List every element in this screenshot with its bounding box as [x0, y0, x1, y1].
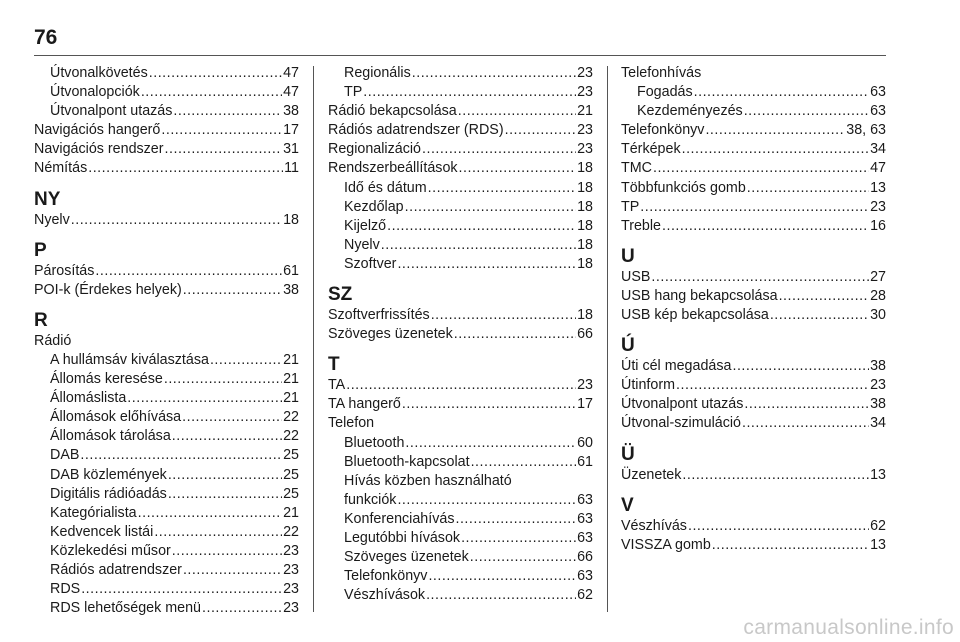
index-entry	[621, 64, 886, 83]
index-term: Digitális rádióadás	[50, 485, 167, 502]
index-subentry	[34, 485, 299, 504]
index-term: Állomások előhívása	[50, 409, 182, 426]
page-reference: 47	[283, 65, 299, 81]
dot-leader	[431, 306, 576, 325]
dot-leader	[172, 542, 282, 561]
index-entry	[328, 414, 593, 433]
index-entry	[621, 198, 886, 217]
page-reference: 17	[577, 396, 593, 413]
index-entry	[621, 268, 886, 287]
page-reference: 18	[577, 236, 593, 253]
index-term: Állomások tárolása	[50, 428, 171, 445]
dot-leader	[346, 376, 576, 395]
index-entry	[621, 140, 886, 159]
page-reference: 25	[283, 466, 299, 483]
index-term: Navigációs rendszer	[34, 141, 164, 158]
index-term: VISSZA gomb	[621, 536, 711, 553]
index-term: Nyelv	[34, 211, 70, 228]
index-term: Üzenetek	[621, 466, 682, 483]
column-2	[328, 64, 593, 605]
index-entry	[621, 217, 886, 236]
dot-leader	[428, 179, 576, 198]
page-reference: 60	[577, 434, 593, 451]
index-subentry	[328, 548, 593, 567]
index-letter-heading: SZ	[328, 284, 353, 306]
index-term: Konferenciahívás	[344, 510, 455, 527]
dot-leader	[127, 389, 282, 408]
index-term: DAB	[50, 447, 80, 464]
index-term: Útvonalpont utazás	[621, 396, 744, 413]
dot-leader	[742, 414, 869, 433]
index-entry	[328, 376, 593, 395]
index-term: TA	[328, 377, 346, 394]
index-term: Vészhívások	[344, 587, 426, 604]
dot-leader	[744, 102, 869, 121]
index-entry	[621, 159, 886, 178]
page-reference: 21	[283, 390, 299, 407]
page-reference: 38	[283, 103, 299, 120]
index-entry	[34, 121, 299, 140]
page-reference: 27	[870, 268, 886, 285]
dot-leader	[682, 140, 869, 159]
index-letter-heading: Ú	[621, 335, 635, 357]
index-term: Telefon	[328, 415, 375, 432]
index-term: DAB közlemények	[50, 466, 167, 483]
index-entry	[621, 466, 886, 485]
page-reference: 17	[283, 122, 299, 139]
page-reference: 18	[577, 217, 593, 234]
index-subentry	[34, 542, 299, 561]
index-subentry	[328, 529, 593, 548]
index-term: Szoftverfrissítés	[328, 307, 430, 324]
index-subentry	[328, 83, 593, 102]
index-subentry	[34, 466, 299, 485]
index-term: Útvonal-szimuláció	[621, 415, 741, 432]
index-subentry	[34, 64, 299, 83]
index-subentry	[34, 561, 299, 580]
index-entry	[34, 159, 299, 178]
index-term: Bluetooth	[344, 434, 405, 451]
dot-leader	[640, 198, 869, 217]
page-reference: 61	[283, 262, 299, 279]
dot-leader	[461, 529, 576, 548]
index-letter-heading: T	[328, 354, 340, 376]
index-term: Rádiós adatrendszer (RDS)	[328, 122, 504, 139]
index-subentry	[328, 179, 593, 198]
index-term: Vészhívás	[621, 517, 687, 534]
index-term: Legutóbbi hívások	[344, 529, 461, 546]
index-term: POI-k (Érdekes helyek)	[34, 281, 182, 298]
index-term: Idő és dátum	[344, 179, 427, 196]
index-subentry	[34, 351, 299, 370]
index-subentry	[328, 255, 593, 274]
index-term: Bluetooth-kapcsolat	[344, 453, 470, 470]
dot-leader	[173, 102, 282, 121]
index-term: Kategórialista	[50, 504, 137, 521]
index-term: TMC	[621, 160, 652, 177]
dot-leader	[387, 217, 576, 236]
dot-leader	[653, 159, 869, 178]
index-term: TP	[621, 198, 640, 215]
index-subentry	[34, 427, 299, 446]
index-term: Telefonkönyv	[344, 568, 428, 585]
dot-leader	[88, 159, 283, 178]
page-reference: 63	[870, 84, 886, 101]
index-term: Útvonalpont utazás	[50, 103, 173, 120]
dot-leader	[172, 427, 282, 446]
index-letter-heading: U	[621, 245, 635, 267]
dot-leader	[747, 179, 869, 198]
page-reference: 11	[284, 160, 299, 177]
dot-leader	[682, 466, 869, 485]
index-entry	[621, 414, 886, 433]
index-entry	[621, 395, 886, 414]
index-entry	[328, 306, 593, 325]
index-subentry	[328, 453, 593, 472]
page-reference: 21	[283, 371, 299, 388]
index-subentry	[34, 83, 299, 102]
page-reference: 63	[870, 103, 886, 120]
page-reference: 30	[870, 307, 886, 324]
page-reference: 63	[577, 491, 593, 508]
page-reference: 23	[577, 141, 593, 158]
page-reference: 47	[870, 160, 886, 177]
dot-leader	[405, 434, 576, 453]
index-term: Párosítás	[34, 262, 95, 279]
page-reference: 18	[577, 160, 593, 177]
index-term: Nyelv	[344, 236, 380, 253]
index-term: A hullámsáv kiválasztása	[50, 351, 209, 368]
index-entry	[621, 376, 886, 395]
index-entry	[328, 140, 593, 159]
watermark: carmanualsonline.info	[743, 616, 954, 639]
index-term: RDS lehetőségek menü	[50, 600, 201, 617]
dot-leader	[428, 567, 576, 586]
index-subentry	[621, 83, 886, 102]
dot-leader	[397, 255, 576, 274]
index-entry	[328, 159, 593, 178]
dot-leader	[770, 306, 869, 325]
index-term: Útvonalkövetés	[50, 65, 148, 81]
index-subentry	[34, 370, 299, 389]
index-term: Treble	[621, 217, 661, 234]
dot-leader	[458, 102, 576, 121]
index-term: Kezdőlap	[344, 198, 404, 215]
index-subentry	[328, 64, 593, 83]
page-reference: 63	[577, 510, 593, 527]
page-reference: 47	[283, 84, 299, 101]
index-subentry	[621, 102, 886, 121]
index-term: Szöveges üzenetek	[344, 549, 469, 566]
index-term: Állomáslista	[50, 390, 127, 407]
dot-leader	[454, 325, 576, 344]
dot-leader	[397, 491, 576, 510]
index-entry	[34, 332, 299, 351]
dot-leader	[71, 211, 282, 230]
dot-leader	[779, 287, 870, 306]
page-reference: 66	[577, 549, 593, 566]
page-reference: 22	[283, 428, 299, 445]
page-reference: 23	[577, 65, 593, 81]
page-reference: 66	[577, 326, 593, 343]
column-1	[34, 64, 299, 618]
page-reference: 25	[283, 447, 299, 464]
index-entry	[34, 140, 299, 159]
page-reference: 16	[870, 217, 886, 234]
page-reference: 18	[577, 198, 593, 215]
index-subentry	[34, 389, 299, 408]
index-letter-heading: R	[34, 309, 48, 331]
page-reference: 25	[283, 485, 299, 502]
column-divider-1	[313, 66, 314, 612]
index-term: Fogadás	[637, 84, 693, 101]
page-reference: 18	[283, 211, 299, 228]
index-term: USB	[621, 268, 651, 285]
index-entry	[328, 102, 593, 121]
page-reference: 23	[870, 198, 886, 215]
index-letter-heading: V	[621, 494, 634, 516]
index-subentry	[328, 586, 593, 605]
dot-leader	[168, 466, 282, 485]
page-reference: 22	[283, 523, 299, 540]
dot-leader	[183, 561, 282, 580]
index-term: Telefonhívás	[621, 65, 702, 81]
dot-leader	[154, 523, 282, 542]
dot-leader	[81, 580, 282, 599]
index-subentry	[328, 510, 593, 529]
index-entry	[621, 121, 886, 140]
page-reference: 62	[870, 517, 886, 534]
index-term: Szöveges üzenetek	[328, 326, 453, 343]
dot-leader	[426, 586, 576, 605]
index-term: RDS	[50, 581, 81, 598]
index-term: USB kép bekapcsolása	[621, 307, 769, 324]
index-entry	[34, 211, 299, 230]
index-letter-heading: Ü	[621, 443, 635, 465]
index-term: Közlekedési műsor	[50, 542, 171, 559]
dot-leader	[688, 517, 869, 536]
dot-leader	[210, 351, 282, 370]
dot-leader	[694, 83, 869, 102]
dot-leader	[168, 485, 282, 504]
dot-leader	[470, 548, 576, 567]
dot-leader	[662, 217, 869, 236]
index-entry	[621, 517, 886, 536]
index-term: TP	[344, 84, 363, 101]
column-divider-2	[607, 66, 608, 612]
dot-leader	[422, 140, 576, 159]
index-subentry	[328, 198, 593, 217]
index-term: Kedvencek listái	[50, 523, 154, 540]
index-term: Többfunkciós gomb	[621, 179, 746, 196]
dot-leader	[712, 536, 869, 555]
page-reference: 21	[283, 504, 299, 521]
dot-leader	[363, 83, 576, 102]
dot-leader	[149, 64, 282, 83]
column-3	[621, 64, 886, 555]
index-subentry	[328, 567, 593, 586]
index-term: Rádió bekapcsolása	[328, 103, 457, 120]
dot-leader	[138, 504, 282, 523]
dot-leader	[732, 357, 869, 376]
page-reference: 18	[577, 179, 593, 196]
index-term: Rádiós adatrendszer	[50, 561, 182, 578]
index-term: Térképek	[621, 141, 681, 158]
index-term: Némítás	[34, 160, 88, 177]
page-reference: 23	[577, 377, 593, 394]
page-reference: 61	[577, 453, 593, 470]
dot-leader	[80, 446, 282, 465]
dot-leader	[471, 453, 577, 472]
dot-leader	[405, 198, 576, 217]
page-reference: 38	[870, 358, 886, 375]
dot-leader	[676, 376, 869, 395]
page-reference: 13	[870, 536, 886, 553]
index-term: Regionális	[344, 65, 411, 81]
index-letter-heading: NY	[34, 188, 61, 210]
index-subentry	[34, 102, 299, 121]
index-term: Hívás közben használható	[344, 472, 512, 489]
page-reference: 62	[577, 587, 593, 604]
index-subentry	[34, 446, 299, 465]
page-reference: 18	[577, 307, 593, 324]
index-term: Regionalizáció	[328, 141, 421, 158]
page-reference: 13	[870, 466, 886, 483]
index-term: TA hangerő	[328, 396, 401, 413]
page-reference: 23	[577, 122, 593, 139]
index-term: Rádió	[34, 332, 72, 349]
index-term: Navigációs hangerő	[34, 122, 161, 139]
page-reference: 23	[577, 84, 593, 101]
index-subentry	[328, 217, 593, 236]
dot-leader	[164, 370, 282, 389]
index-entry	[34, 281, 299, 300]
dot-leader	[141, 83, 282, 102]
page-reference: 18	[577, 255, 593, 272]
page-reference: 23	[283, 581, 299, 598]
index-subentry	[328, 472, 593, 491]
dot-leader	[381, 236, 576, 255]
index-term: funkciók	[344, 491, 397, 508]
page-reference: 28	[870, 287, 886, 304]
index-entry	[34, 262, 299, 281]
index-entry	[621, 306, 886, 325]
index-entry	[328, 395, 593, 414]
dot-leader	[412, 64, 576, 83]
index-subentry	[34, 523, 299, 542]
page-reference: 63	[577, 568, 593, 585]
index-term: Állomás keresése	[50, 371, 163, 388]
index-term: Telefonkönyv	[621, 122, 705, 139]
index-subentry	[328, 434, 593, 453]
index-term: Rendszerbeállítások	[328, 160, 458, 177]
dot-leader	[161, 121, 282, 140]
index-subentry	[34, 580, 299, 599]
page-reference: 63	[577, 529, 593, 546]
dot-leader	[744, 395, 869, 414]
page-reference: 34	[870, 141, 886, 158]
dot-leader	[202, 599, 282, 618]
page-reference: 23	[283, 600, 299, 617]
dot-leader	[651, 268, 869, 287]
index-subentry	[34, 599, 299, 618]
page-reference: 31	[283, 141, 299, 158]
page-reference: 22	[283, 409, 299, 426]
page-reference: 23	[283, 542, 299, 559]
dot-leader	[402, 395, 576, 414]
index-term: Útinform	[621, 377, 676, 394]
index-subentry	[34, 408, 299, 427]
index-entry	[621, 357, 886, 376]
index-entry	[621, 536, 886, 555]
index-entry	[621, 287, 886, 306]
page-reference: 13	[870, 179, 886, 196]
dot-leader	[95, 262, 282, 281]
index-subentry	[328, 491, 593, 510]
index-subentry	[34, 504, 299, 523]
page-reference: 21	[283, 351, 299, 368]
index-term: Útvonalopciók	[50, 84, 140, 101]
index-entry	[328, 121, 593, 140]
page-reference: 23	[870, 377, 886, 394]
dot-leader	[165, 140, 283, 159]
index-entry	[328, 325, 593, 344]
dot-leader	[183, 281, 282, 300]
dot-leader	[705, 121, 845, 140]
page-reference: 38, 63	[846, 122, 886, 139]
dot-leader	[182, 408, 282, 427]
page-number: 76	[34, 26, 58, 49]
index-term: USB hang bekapcsolása	[621, 287, 778, 304]
index-term: Kezdeményezés	[637, 103, 743, 120]
index-entry	[621, 179, 886, 198]
dot-leader	[505, 121, 576, 140]
page-reference: 38	[870, 396, 886, 413]
page-reference: 23	[283, 561, 299, 578]
page-reference: 21	[577, 103, 593, 120]
page-reference: 38	[283, 281, 299, 298]
index-subentry	[328, 236, 593, 255]
index-term: Úti cél megadása	[621, 358, 732, 375]
index-term: Kijelző	[344, 217, 387, 234]
page-reference: 34	[870, 415, 886, 432]
header-rule	[34, 55, 886, 56]
index-term: Szoftver	[344, 255, 397, 272]
dot-leader	[459, 159, 577, 178]
dot-leader	[455, 510, 576, 529]
index-letter-heading: P	[34, 239, 47, 261]
